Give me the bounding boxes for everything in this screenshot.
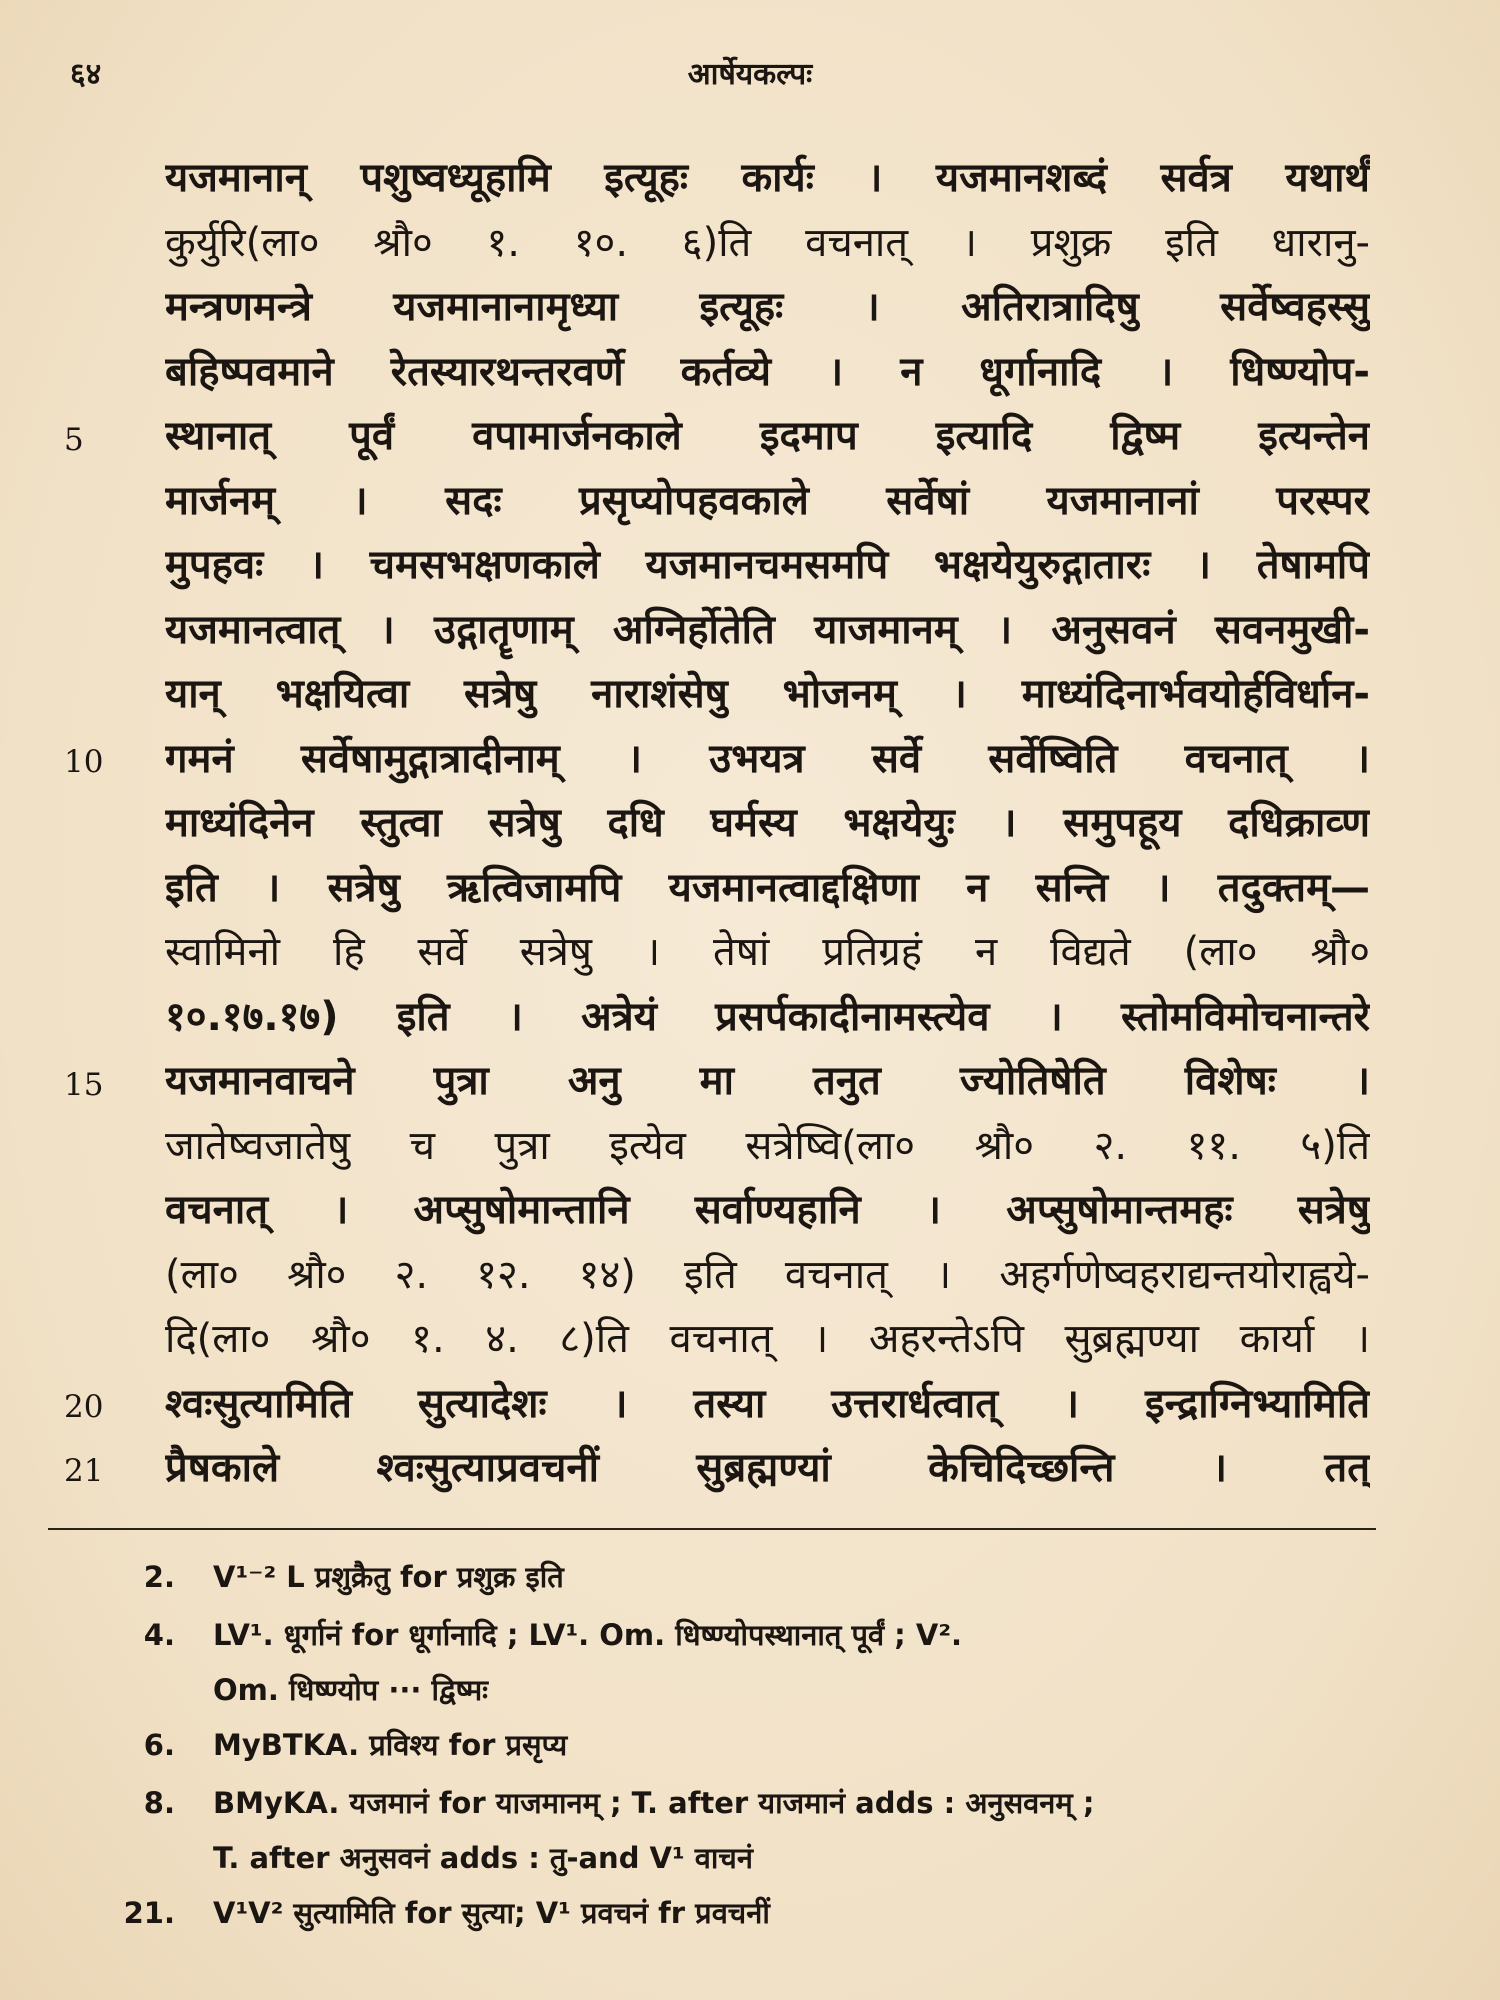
text-line: यजमानान् पशुष्वध्यूहामि इत्यूहः कार्यः । यजमानशब्दं सर्वत्र यथार्थं [165, 155, 1370, 201]
text-line: गमनं सर्वेषामुद्गात्रादीनाम् । उभयत्र सर्वे सर्वेष्विति वचनात् । [165, 735, 1370, 782]
page-header [0, 52, 1500, 102]
footnote [95, 1548, 1375, 1606]
footnotes [95, 1548, 1375, 1942]
text-line: यजमानत्वात् । उद्गातॄणाम् अग्निर्होतेति याजमानम् । अनुसवनं सवनमुखी- [165, 606, 1370, 653]
text-line: बहिष्पवमाने रेतस्यारथन्तरवर्णे कर्तव्ये । न धूर्गानादि । धिष्ण्योप- [165, 348, 1370, 395]
footnote [95, 1606, 1375, 1664]
text-line: वचनात् । अप्सुषोमान्तानि सर्वाण्यहानि । अप्सुषोमान्तमहः सत्रेषु [165, 1187, 1370, 1233]
footnote-number: 21. [123, 1896, 175, 1930]
text-line: स्वामिनो हि सर्वे सत्रेषु । तेषां प्रतिग्रहं न विद्यते (ला० श्रौ० [165, 929, 1370, 975]
footnote-number: 2. [143, 1560, 175, 1594]
footnote [95, 1716, 1375, 1774]
footnote-text: BMyKA. यजमानं for याजमानम् ; T. after याजमानं adds : अनुसवनम् ; [213, 1786, 1095, 1820]
footnote-text: LV¹. धूर्गानं for धूर्गानादि ; LV¹. Om. धिष्ण्योपस्थानात् पूर्वं ; V². [213, 1618, 963, 1652]
footnote-continuation [95, 1832, 1375, 1884]
footnote-text: V¹⁻² L प्रशुक्रैतु for प्रशुक्र इति [213, 1560, 564, 1594]
footnote [95, 1884, 1375, 1942]
running-title: आर्षेयकल्पः [687, 57, 813, 92]
page-number: ६४ [70, 57, 102, 92]
line-number: 10 [64, 744, 104, 780]
text-line: मार्जनम् । सदः प्रसृप्योपहवकाले सर्वेषां यजमानानां परस्पर [165, 477, 1370, 524]
text-line: श्वःसुत्यामिति सुत्यादेशः । तस्या उत्तरार्धत्वात् । इन्द्राग्निभ्यामिति [165, 1380, 1370, 1427]
footnote-number: 6. [143, 1728, 175, 1762]
line-number: 5 [64, 422, 84, 458]
text-line: मन्त्रणमन्त्रे यजमानानामृध्या इत्यूहः । अतिरात्रादिषु सर्वेष्वहस्सु [165, 284, 1370, 330]
text-line: मुपहवः । चमसभक्षणकाले यजमानचमसमपि भक्षयेयुरुद्गातारः । तेषामपि [165, 542, 1370, 588]
text-line: १०.१७.१७) इति । अत्रेयं प्रसर्पकादीनामस्त्येव । स्तोमविमोचनान्तरे [165, 993, 1370, 1040]
footnote-text: V¹V² सुत्यामिति for सुत्या; V¹ प्रवचनं fr प्रवचनीं [213, 1896, 770, 1930]
footnote-text: T. after अनुसवनं adds : तु-and V¹ वाचनं [213, 1841, 753, 1875]
footnote-text: Om. धिष्ण्योप ··· द्विष्मः [213, 1673, 489, 1707]
main-text [165, 146, 1370, 1501]
text-line: कुर्युरि(ला० श्रौ० १. १०. ६)ति वचनात् । प्रशुक्र इति धारानु- [165, 219, 1370, 266]
footnote-divider [48, 1528, 1376, 1530]
footnote-number: 8. [143, 1786, 175, 1820]
text-line: स्थानात् पूर्वं वपामार्जनकाले इदमाप इत्यादि द्विष्म इत्यन्तेन [165, 413, 1370, 459]
line-number: 21 [64, 1453, 104, 1489]
text-line: माध्यंदिनेन स्तुत्वा सत्रेषु दधि घर्मस्य भक्षयेयुः । समुपहूय दधिक्राव्ण [165, 800, 1370, 846]
text-line: जातेष्वजातेषु च पुत्रा इत्येव सत्रेष्वि(ला० श्रौ० २. ११. ५)ति [165, 1122, 1370, 1169]
footnote-text: MyBTKA. प्रविश्य for प्रसृप्य [213, 1728, 568, 1762]
text-line: इति । सत्रेषु ऋत्विजामपि यजमानत्वाद्दक्षिणा न सन्ति । तदुक्तम्— [165, 864, 1370, 911]
text-line: यान् भक्षयित्वा सत्रेषु नाराशंसेषु भोजनम् । माध्यंदिनार्भवयोर्हविर्धान- [165, 671, 1370, 717]
footnote-number: 4. [143, 1618, 175, 1652]
text-line: प्रैषकाले श्वःसुत्याप्रवचनीं सुब्रह्मण्यां केचिदिच्छन्ति । तत् [165, 1445, 1370, 1491]
line-number: 15 [64, 1067, 104, 1103]
footnote-continuation [95, 1664, 1375, 1716]
line-number: 20 [64, 1389, 104, 1425]
footnote [95, 1774, 1375, 1832]
text-line: दि(ला० श्रौ० १. ४. ८)ति वचनात् । अहरन्तेऽपि सुब्रह्मण्या कार्या । [165, 1316, 1370, 1362]
text-line: यजमानवाचने पुत्रा अनु मा तनुत ज्योतिषेति विशेषः । [165, 1058, 1370, 1104]
text-line: (ला० श्रौ० २. १२. १४) इति वचनात् । अहर्गणेष्वहराद्यन्तयोराह्वये- [165, 1251, 1370, 1298]
